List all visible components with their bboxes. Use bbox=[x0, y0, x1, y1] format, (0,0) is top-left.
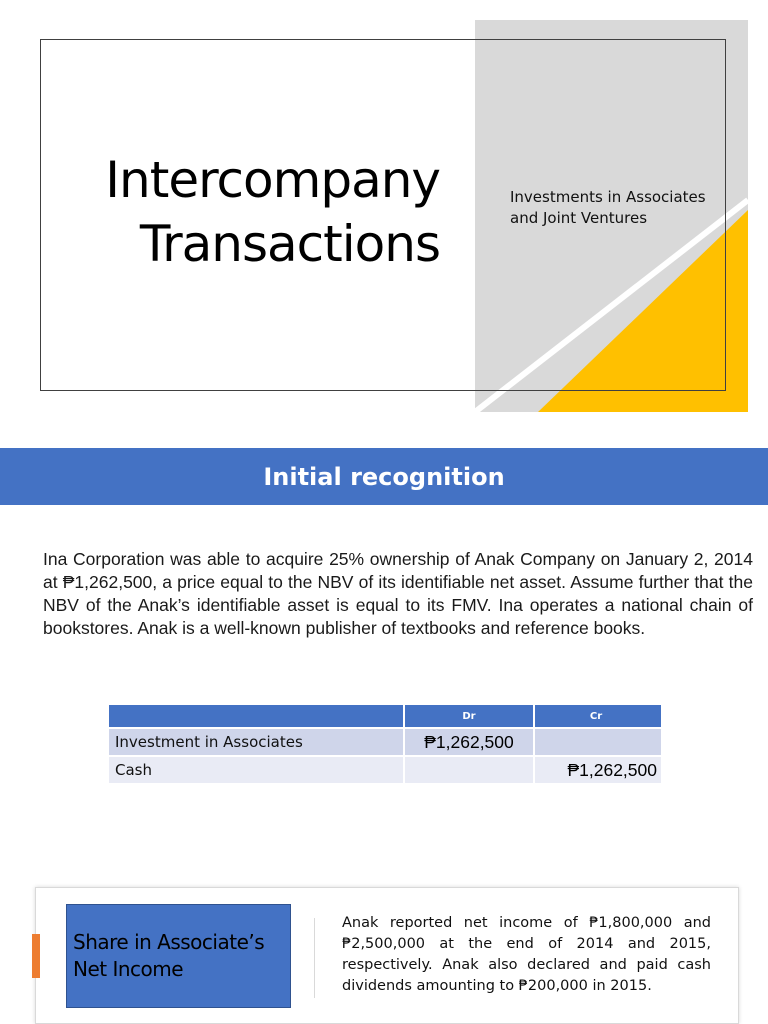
account-cell: Investment in Associates bbox=[109, 728, 404, 756]
title-line-2: Transactions bbox=[139, 215, 440, 273]
divider bbox=[314, 918, 315, 998]
title-slide bbox=[0, 0, 768, 430]
header-account bbox=[109, 705, 404, 728]
slide-subtitle: Investments in Associates and Joint Ventures bbox=[510, 188, 706, 227]
box-title: Share in Associate’s Net Income bbox=[73, 930, 265, 981]
problem-text: Ina Corporation was able to acquire 25% ownership of Anak Company on January 2, 2014 at ₱1,262,500, a price equal to the NBV of its identifiable net asset. Assume further that the NBV of the Anak’s identifiable asset is equal to its FMV. Ina operates a national chain of bookstores. Anak is a well-known publisher of textbooks and reference books. bbox=[43, 549, 753, 638]
table-row bbox=[109, 728, 662, 756]
journal-entry-table bbox=[109, 705, 663, 783]
share-net-income-slide bbox=[35, 887, 739, 1024]
account-cell: Cash bbox=[109, 756, 404, 783]
debit-cell bbox=[404, 756, 534, 783]
title-box bbox=[66, 904, 291, 1008]
slide-title bbox=[60, 148, 440, 276]
title-line-1: Intercompany bbox=[105, 151, 440, 209]
table-row bbox=[109, 756, 662, 783]
initial-recognition-slide bbox=[0, 448, 768, 848]
net-income-text: Anak reported net income of ₱1,800,000 and ₱2,500,000 at the end of 2014 and 2015, respectively. Anak also declared and paid cash dividends amounting to ₱200,000 in 2015. bbox=[342, 915, 711, 994]
header-dr: Dr bbox=[404, 705, 534, 728]
slide-heading: Initial recognition bbox=[263, 462, 505, 491]
orange-accent-bar bbox=[32, 934, 40, 978]
table-header-row bbox=[109, 705, 662, 728]
credit-cell bbox=[534, 728, 662, 756]
header-cr: Cr bbox=[534, 705, 662, 728]
heading-band bbox=[0, 448, 768, 505]
credit-cell: ₱1,262,500 bbox=[534, 756, 662, 783]
debit-cell: ₱1,262,500 bbox=[404, 728, 534, 756]
